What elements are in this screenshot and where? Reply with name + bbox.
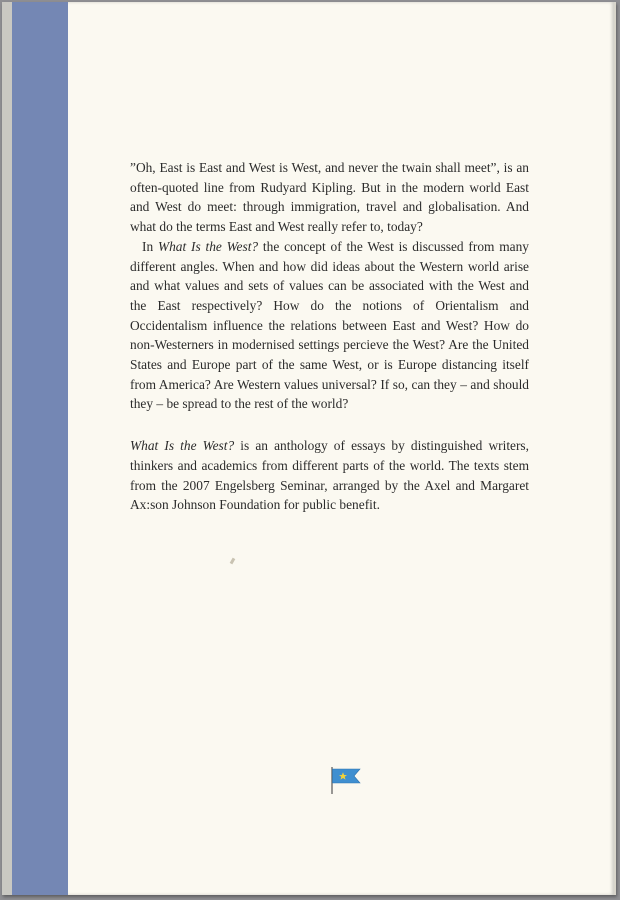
blurb-text (130, 158, 529, 515)
paragraph-2-lead: In (142, 238, 158, 254)
blurb-paragraph-1: ”Oh, East is East and West is West, and never the twain shall meet”, is an often-quoted line from Rudyard Kipling. But in the modern world East and West do meet: through immigration, travel and globalisation. And what do the terms East and West really refer to, today? (130, 160, 529, 235)
paragraph-2-body: the concept of the West is discussed from many different angles. When and how did ideas about the Western world arise and what values and sets of values can be associated with the West and the East respectively? How do the notions of Orientalism and Occidentalism influence the relations between East and West? How do non-Westerners in modernised settings percieve the West? Are the United States and Europe part of the same West, or is Europe distancing itself from America? Are Western values universal? If so, can they – and should they – be spread to the rest of the world? (130, 238, 529, 412)
spine-color-band (12, 2, 68, 895)
book-back-cover (2, 2, 616, 895)
book-title-italic: What Is the West? (130, 438, 235, 454)
book-title-italic: What Is the West? (157, 238, 259, 254)
paragraph-3-body: is an anthology of essays by distinguished writers, thinkers and academics from different parts of the world. The texts stem from the 2007 Engelsberg Seminar, arranged by the Axel and Margaret Ax:son Johnson Foundation for public benefit. (130, 438, 529, 513)
blurb-paragraph-2 (130, 237, 529, 414)
blurb-paragraph-3 (130, 436, 529, 515)
paper-blemish (230, 558, 236, 565)
pennant-flag-with-star-icon (329, 765, 363, 795)
